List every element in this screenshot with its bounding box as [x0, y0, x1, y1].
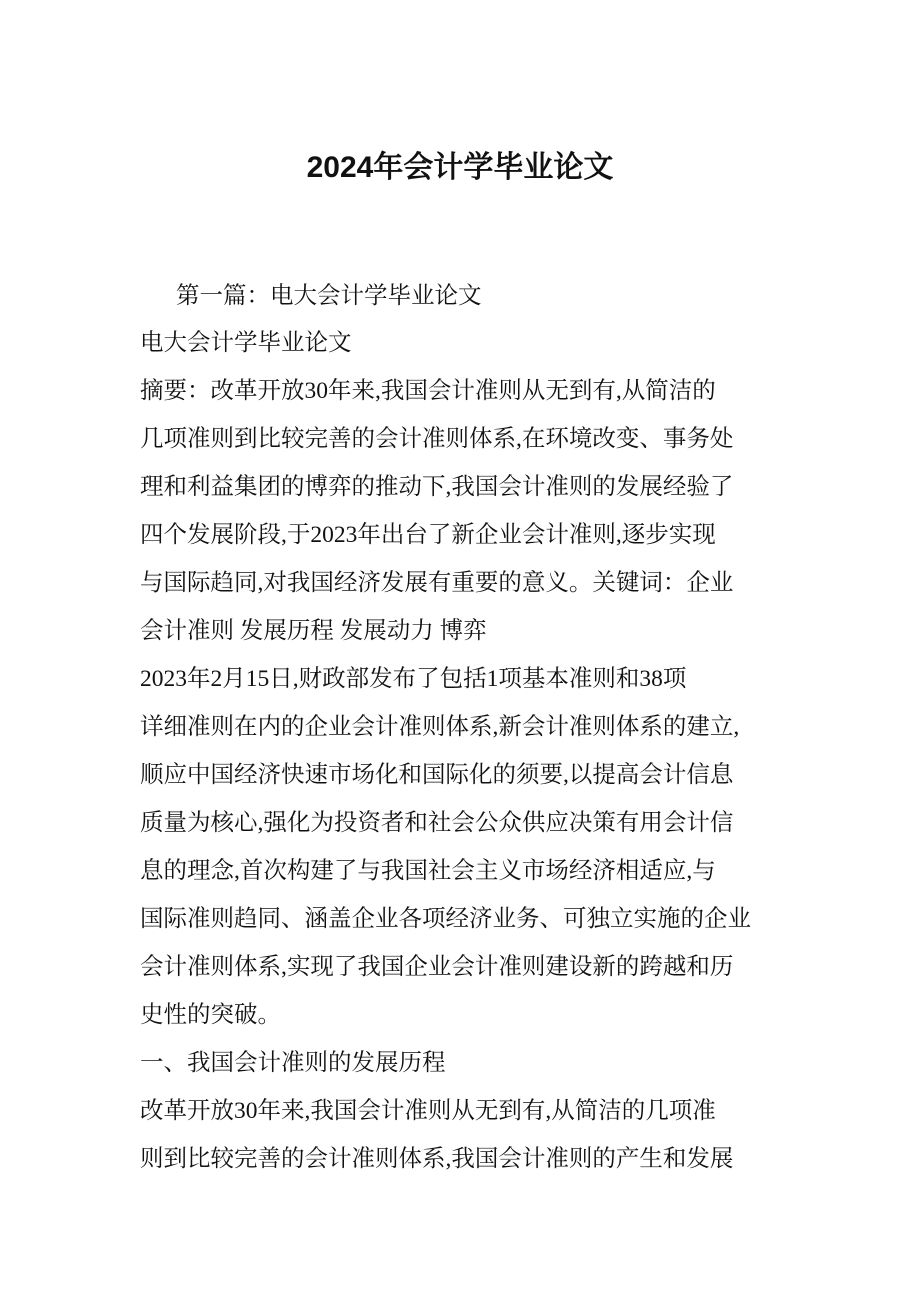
abstract-line: 与国际趋同,对我国经济发展有重要的意义。关键词：企业 [140, 570, 734, 596]
body-line: 史性的突破。 [140, 1002, 281, 1028]
abstract-line: 四个发展阶段,于2023年出台了新企业会计准则,逐步实现 [140, 522, 716, 548]
paper-title: 电大会计学毕业论文 [140, 330, 352, 356]
keywords-line: 会计准则 发展历程 发展动力 博弈 [140, 618, 487, 644]
document-title: 2024年会计学毕业论文 [306, 151, 614, 184]
body-line: 息的理念,首次构建了与我国社会主义市场经济相适应,与 [140, 858, 716, 884]
body-line: 会计准则体系,实现了我国企业会计准则建设新的跨越和历 [140, 954, 734, 980]
abstract-line: 理和利益集团的博弈的推动下,我国会计准则的发展经验了 [140, 474, 734, 500]
body-line: 2023年2月15日,财政部发布了包括1项基本准则和38项 [140, 666, 687, 692]
body-line: 国际准则趋同、涵盖企业各项经济业务、可独立实施的企业 [140, 906, 751, 932]
abstract-line: 几项准则到比较完善的会计准则体系,在环境改变、事务处 [140, 426, 734, 452]
section-heading: 第一篇：电大会计学毕业论文 [176, 283, 482, 309]
body-line: 详细准则在内的企业会计准则体系,新会计准则体系的建立, [140, 714, 740, 740]
body-line: 质量为核心,强化为投资者和社会公众供应决策有用会计信 [140, 810, 734, 836]
body-line: 则到比较完善的会计准则体系,我国会计准则的产生和发展 [140, 1146, 734, 1172]
body-line: 顺应中国经济快速市场化和国际化的须要,以提高会计信息 [140, 762, 734, 788]
subsection-heading: 一、我国会计准则的发展历程 [140, 1050, 446, 1076]
abstract-line: 摘要：改革开放30年来,我国会计准则从无到有,从简洁的 [140, 378, 716, 404]
body-line: 改革开放30年来,我国会计准则从无到有,从简洁的几项准 [140, 1098, 716, 1124]
